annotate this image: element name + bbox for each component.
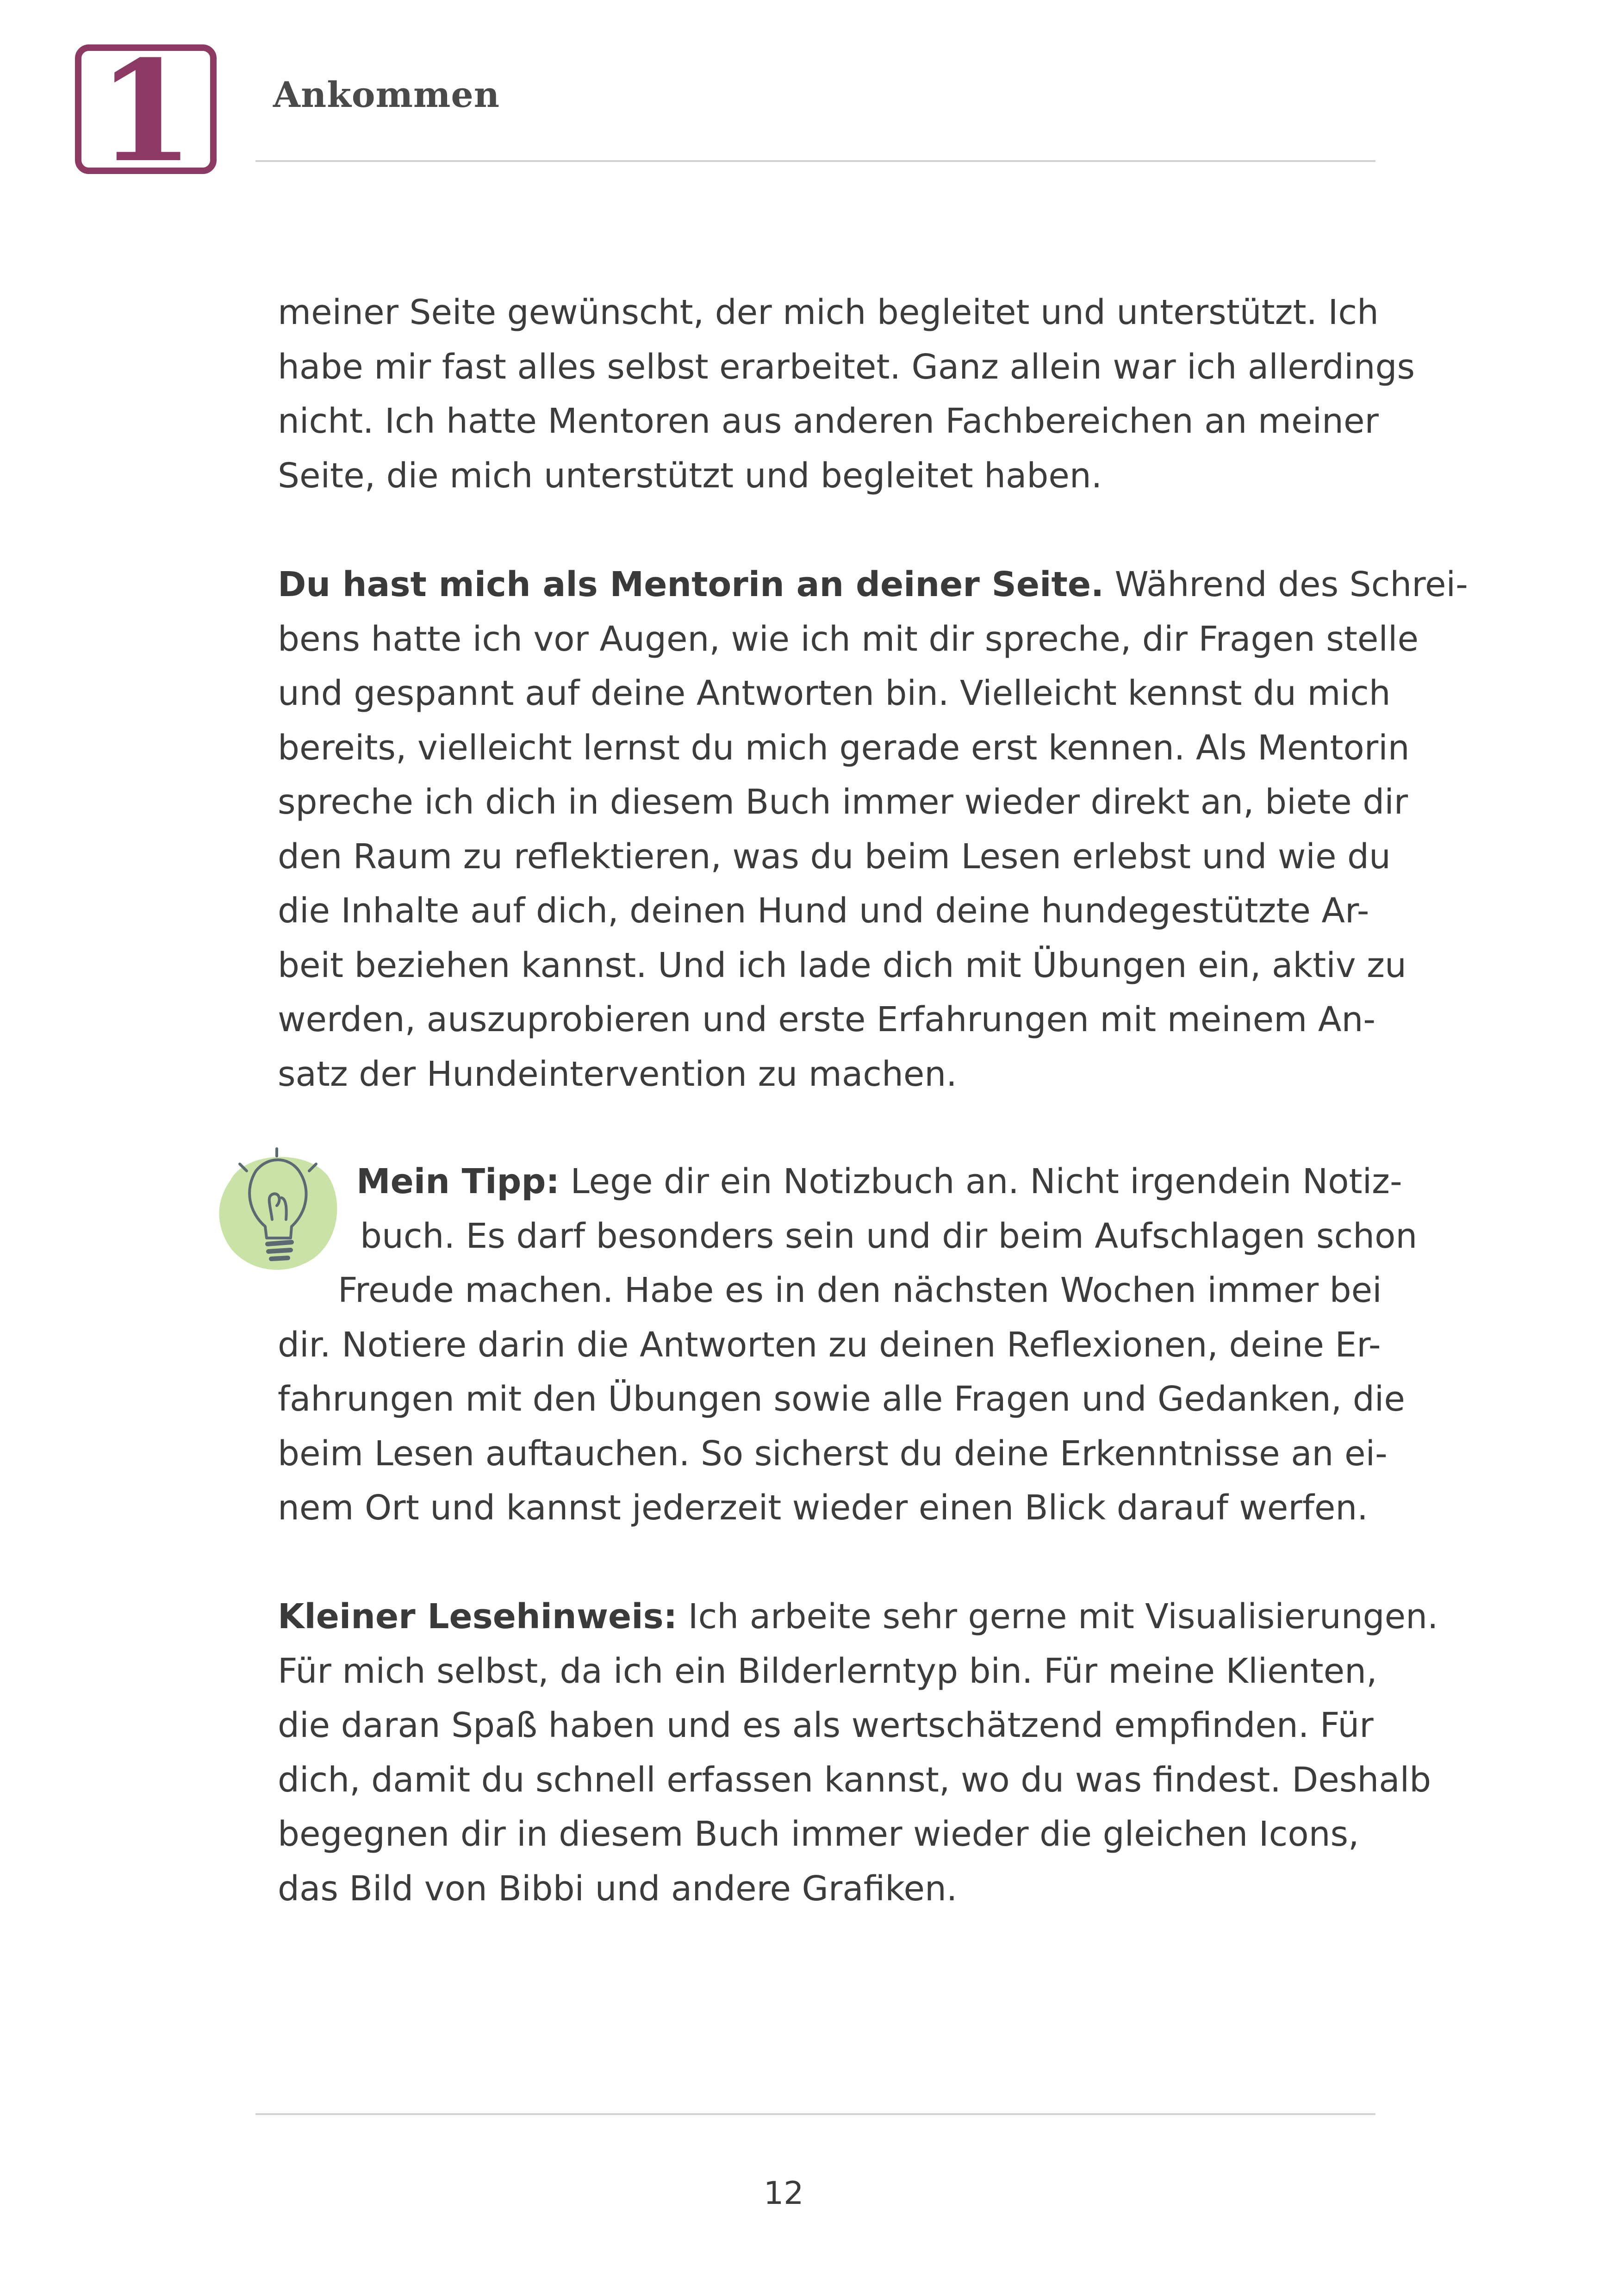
text-line: die daran Spaß haben und es als wertschätzend empfinden. Für	[278, 1705, 1374, 1745]
text-fragment: Lege dir ein Notizbuch an. Nicht irgendein Notiz-	[560, 1162, 1402, 1201]
paragraph-lead: Du hast mich als Mentorin an deiner Seite.	[278, 565, 1104, 604]
page-number-text: 12	[764, 2175, 804, 2212]
text-line	[278, 558, 1468, 612]
text-line: werden, auszuprobieren und erste Erfahrungen mit meinem An-	[278, 1000, 1376, 1039]
text-line: bereits, vielleicht lernst du mich gerade erst kennen. Als Mentorin	[278, 728, 1410, 768]
text-line: fahrungen mit den Übungen sowie alle Fragen und Gedanken, die	[278, 1379, 1405, 1419]
paragraph-4	[278, 1590, 1438, 1916]
text-line: die Inhalte auf dich, deinen Hund und deine hundegestützte Ar-	[278, 891, 1369, 931]
text-line: beit beziehen kannst. Und ich lade dich mit Übungen ein, aktiv zu	[278, 945, 1406, 985]
paragraph-lead: Kleiner Lesehinweis:	[278, 1597, 678, 1636]
text-fragment: Ich arbeite sehr gerne mit Visualisierungen.	[677, 1597, 1438, 1636]
text-line: begegnen dir in diesem Buch immer wieder die gleichen Icons,	[278, 1814, 1359, 1854]
text-line: Seite, die mich unterstützt und begleitet haben.	[278, 455, 1102, 496]
text-line: spreche ich dich in diesem Buch immer wieder direkt an, biete dir	[278, 782, 1408, 822]
text-line: beim Lesen auftauchen. So sicherst du deine Erkenntnisse an ei-	[278, 1433, 1388, 1474]
text-line: dir. Notiere darin die Antworten zu deinen Reflexionen, deine Er-	[278, 1325, 1381, 1365]
text-line: dich, damit du schnell erfassen kannst, wo du was findest. Deshalb	[278, 1760, 1431, 1800]
text-line: Für mich selbst, da ich ein Bilderlerntyp bin. Für meine Klienten,	[278, 1651, 1377, 1691]
text-line: meiner Seite gewünscht, der mich begleitet und unterstützt. Ich	[278, 292, 1379, 332]
text-line: nem Ort und kannst jederzeit wieder einen Blick darauf werfen.	[278, 1488, 1368, 1528]
footer-divider	[255, 2113, 1375, 2115]
chapter-title: Ankommen	[273, 74, 500, 115]
tip-paragraph	[278, 1155, 1418, 1536]
text-line: das Bild von Bibbi und andere Grafiken.	[278, 1868, 958, 1909]
text-line: nicht. Ich hatte Mentoren aus anderen Fachbereichen an meiner	[278, 401, 1379, 441]
text-line: Freude machen. Habe es in den nächsten Wochen immer bei	[338, 1270, 1382, 1310]
text-line: buch. Es darf besonders sein und dir beim Aufschlagen schon	[360, 1216, 1418, 1256]
chapter-number: 1	[97, 30, 194, 193]
text-line	[278, 1155, 1402, 1209]
paragraph-2	[278, 558, 1468, 1101]
text-line	[278, 1590, 1438, 1644]
text-fragment: Während des Schrei-	[1104, 565, 1468, 604]
header-divider	[255, 160, 1375, 162]
text-line: bens hatte ich vor Augen, wie ich mit dir spreche, dir Fragen stelle	[278, 619, 1419, 659]
text-line: satz der Hundeintervention zu machen.	[278, 1054, 957, 1094]
text-line: habe mir fast alles selbst erarbeitet. Ganz allein war ich allerdings	[278, 347, 1415, 387]
chapter-number-badge	[75, 30, 217, 193]
text-line: den Raum zu reflektieren, was du beim Lesen erlebst und wie du	[278, 836, 1391, 877]
paragraph-1	[278, 286, 1415, 503]
tip-lead: Mein Tipp:	[356, 1162, 560, 1201]
text-line: und gespannt auf deine Antworten bin. Vielleicht kennst du mich	[278, 673, 1391, 713]
